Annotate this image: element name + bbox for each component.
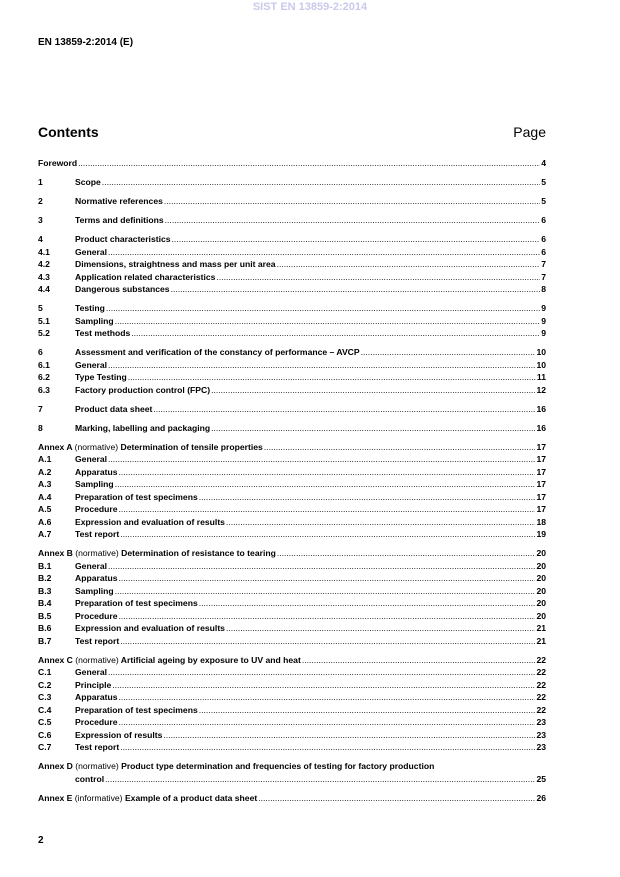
toc-entry-page: 17 <box>536 441 546 452</box>
dot-leader <box>226 622 535 635</box>
toc-entry-title: Normative references <box>75 196 163 206</box>
dot-leader <box>165 214 541 227</box>
toc-entry[interactable] <box>38 384 546 397</box>
dot-leader <box>199 597 536 610</box>
toc-entry-number: 4.3 <box>38 271 50 282</box>
toc-entry[interactable] <box>38 233 546 246</box>
toc-entry-title: General <box>75 359 108 370</box>
toc-entry[interactable] <box>38 271 546 284</box>
toc-entry-number: 5.2 <box>38 328 50 338</box>
toc-entry-number: B.2 <box>38 573 52 583</box>
toc-entry-qualifier: (normative) <box>74 441 119 452</box>
toc-entry-number: Annex B <box>38 548 73 558</box>
toc-entry-title: Test report <box>75 529 120 539</box>
toc-group <box>38 233 546 296</box>
toc-entry-title: Assessment and verification of the constancy of performance – AVCP <box>75 347 360 357</box>
toc-entry-number: 8 <box>38 422 43 433</box>
toc-entry-page: 23 <box>536 717 546 727</box>
dot-leader <box>115 478 536 491</box>
toc-group <box>38 403 546 416</box>
toc-entry-title: Sampling <box>75 585 114 596</box>
toc-entry-title: Procedure <box>75 504 118 514</box>
dot-leader <box>115 585 536 598</box>
toc-entry-title: Expression and evaluation of results <box>75 623 225 633</box>
toc-entry-heading <box>38 654 301 667</box>
toc-entry-title: Sampling <box>75 479 114 489</box>
toc-entry-number: C.3 <box>38 692 52 702</box>
toc-entry[interactable] <box>38 729 546 742</box>
toc-entry[interactable] <box>38 327 546 340</box>
table-of-contents <box>38 157 546 811</box>
toc-entry-number: C.5 <box>38 717 52 727</box>
toc-entry-number: A.1 <box>38 454 52 464</box>
toc-entry[interactable] <box>38 302 546 315</box>
toc-entry[interactable] <box>38 441 546 454</box>
document-header: EN 13859-2:2014 (E) <box>38 37 134 48</box>
toc-entry-page: 10 <box>536 359 546 370</box>
toc-entry[interactable] <box>38 622 546 635</box>
toc-entry-page: 19 <box>536 529 546 539</box>
toc-entry-number: A.2 <box>38 466 52 477</box>
toc-entry-title: Apparatus <box>75 573 118 583</box>
toc-entry-page: 11 <box>536 372 546 382</box>
toc-entry-title: Marking, labelling and packaging <box>75 422 211 433</box>
toc-entry-number: C.4 <box>38 704 52 715</box>
toc-entry-number: Annex D <box>38 761 73 771</box>
toc-entry-page: 9 <box>541 315 546 326</box>
dot-leader <box>258 792 535 805</box>
toc-entry-number: A.6 <box>38 516 52 527</box>
toc-entry-heading <box>38 441 263 454</box>
toc-entry-title: Sampling <box>75 315 114 326</box>
toc-entry-number: B.3 <box>38 585 52 596</box>
toc-entry[interactable] <box>38 346 546 359</box>
page-column-label: Page <box>513 124 546 140</box>
dot-leader <box>120 741 535 754</box>
toc-entry-page: 10 <box>536 347 546 357</box>
toc-entry-title: General <box>75 667 108 677</box>
toc-entry-number: Annex A <box>38 441 73 452</box>
toc-entry[interactable] <box>38 157 546 170</box>
dot-leader <box>108 246 540 259</box>
toc-entry-title: Test report <box>75 742 120 752</box>
dot-leader <box>171 283 541 296</box>
toc-entry-title: General <box>75 246 108 257</box>
toc-entry-title-continued: control <box>75 773 105 784</box>
toc-entry-qualifier: (informative) <box>74 792 123 803</box>
toc-entry[interactable] <box>38 422 546 435</box>
toc-entry[interactable] <box>38 610 546 623</box>
dot-leader <box>108 359 535 372</box>
toc-entry-title: General <box>75 560 108 571</box>
toc-entry-number: 5.1 <box>38 315 50 326</box>
toc-entry-number: C.2 <box>38 679 52 690</box>
toc-entry[interactable] <box>38 597 546 610</box>
toc-entry-page: 21 <box>536 635 546 646</box>
toc-entry-title: Product data sheet <box>75 403 153 414</box>
toc-entry-page: 17 <box>536 479 546 489</box>
toc-entry-page: 20 <box>536 585 546 596</box>
dot-leader <box>277 547 536 560</box>
dot-leader <box>131 327 540 340</box>
toc-entry-number: B.1 <box>38 560 52 571</box>
toc-group <box>38 302 546 340</box>
toc-entry-page: 22 <box>536 654 546 665</box>
toc-entry[interactable] <box>38 560 546 573</box>
toc-entry[interactable] <box>38 246 546 259</box>
toc-entry[interactable] <box>38 654 546 667</box>
page-number: 2 <box>38 835 44 846</box>
dot-leader <box>112 679 535 692</box>
dot-leader <box>115 315 541 328</box>
toc-entry-page: 22 <box>536 704 546 715</box>
dot-leader <box>264 441 536 454</box>
dot-leader <box>78 157 540 170</box>
dot-leader <box>277 258 541 271</box>
toc-entry-number: 6 <box>38 347 43 357</box>
toc-entry[interactable] <box>38 704 546 717</box>
toc-entry-page: 6 <box>541 246 546 257</box>
toc-entry-title: Testing <box>75 303 105 313</box>
toc-entry-number: 4 <box>38 234 43 244</box>
watermark: SIST EN 13859-2:2014 <box>252 1 368 13</box>
toc-entry-page: 20 <box>536 560 546 571</box>
toc-entry-title: Example of a product data sheet <box>124 792 258 803</box>
toc-entry[interactable] <box>38 491 546 504</box>
toc-entry-title: General <box>75 454 108 464</box>
toc-entry-qualifier: (normative) <box>75 548 119 558</box>
toc-entry[interactable] <box>38 547 546 560</box>
toc-entry-number: 2 <box>38 196 43 206</box>
toc-entry-page: 20 <box>536 548 546 558</box>
toc-entry[interactable] <box>38 585 546 598</box>
toc-entry[interactable] <box>38 453 546 466</box>
toc-group <box>38 214 546 227</box>
toc-group <box>38 760 546 785</box>
toc-entry-continuation[interactable] <box>38 773 546 786</box>
toc-entry-page: 18 <box>536 516 546 527</box>
toc-entry-page: 25 <box>536 773 546 784</box>
dot-leader <box>108 666 535 679</box>
dot-leader <box>105 773 535 786</box>
dot-leader <box>211 384 535 397</box>
toc-entry-number: 3 <box>38 215 43 225</box>
toc-entry-heading <box>38 547 276 560</box>
toc-entry[interactable] <box>38 371 546 384</box>
toc-entry[interactable] <box>38 478 546 491</box>
toc-entry[interactable] <box>38 283 546 296</box>
toc-entry[interactable] <box>38 635 546 648</box>
toc-entry-title: Product type determination and frequencies of testing for factory production <box>121 761 435 771</box>
toc-entry[interactable] <box>38 716 546 729</box>
toc-entry-title: Preparation of test specimens <box>75 704 198 715</box>
toc-entry-page: 22 <box>536 667 546 677</box>
dot-leader <box>102 176 540 189</box>
toc-entry-number: 1 <box>38 177 43 187</box>
dot-leader <box>108 560 535 573</box>
toc-entry-number: Annex E <box>38 792 73 803</box>
toc-entry-number: B.4 <box>38 598 52 608</box>
dot-leader <box>361 346 536 359</box>
toc-entry-number: 4.4 <box>38 284 50 294</box>
toc-entry[interactable] <box>38 503 546 516</box>
toc-entry-number: C.7 <box>38 742 52 752</box>
toc-entry-qualifier: (normative) <box>75 654 119 665</box>
toc-entry[interactable] <box>38 741 546 754</box>
toc-entry-page: 16 <box>536 403 546 414</box>
dot-leader <box>119 610 536 623</box>
dot-leader <box>120 528 535 541</box>
toc-entry[interactable] <box>38 666 546 679</box>
toc-entry-title: Product characteristics <box>75 234 171 244</box>
toc-entry[interactable] <box>38 516 546 529</box>
dot-leader <box>302 654 536 667</box>
toc-entry-heading <box>38 792 257 805</box>
dot-leader <box>153 403 535 416</box>
toc-entry-number: 6.2 <box>38 372 50 382</box>
toc-entry-number: C.1 <box>38 667 52 677</box>
toc-entry-page: 4 <box>541 158 546 168</box>
toc-entry-title: Preparation of test specimens <box>75 491 198 502</box>
toc-entry-title: Preparation of test specimens <box>75 598 198 608</box>
toc-entry-number: A.5 <box>38 504 52 514</box>
toc-group <box>38 157 546 170</box>
toc-entry-title: Determination of resistance to tearing <box>121 548 276 558</box>
toc-group <box>38 792 546 805</box>
dot-leader <box>172 233 541 246</box>
toc-entry-title: Dimensions, straightness and mass per unit area <box>75 259 276 269</box>
toc-entry-title: Determination of tensile properties <box>120 441 263 452</box>
toc-group <box>38 441 546 541</box>
toc-entry[interactable] <box>38 315 546 328</box>
dot-leader <box>119 716 536 729</box>
toc-entry[interactable] <box>38 258 546 271</box>
contents-heading: Contents <box>38 124 99 140</box>
toc-entry[interactable] <box>38 359 546 372</box>
dot-leader <box>119 691 536 704</box>
dot-leader <box>119 466 536 479</box>
toc-entry-title: Expression and evaluation of results <box>75 516 225 527</box>
toc-entry-page: 20 <box>536 610 546 621</box>
toc-entry-title: Application related characteristics <box>75 271 216 282</box>
toc-entry-title: Test methods <box>75 328 131 338</box>
toc-entry-page: 17 <box>536 466 546 477</box>
toc-entry-page: 5 <box>541 177 546 187</box>
toc-entry[interactable] <box>38 403 546 416</box>
toc-entry-page: 23 <box>536 742 546 752</box>
toc-entry-number: B.5 <box>38 610 52 621</box>
toc-entry-page: 26 <box>536 792 546 803</box>
toc-entry-number: A.3 <box>38 479 52 489</box>
toc-entry-page: 8 <box>541 284 546 294</box>
toc-entry-number: 4.2 <box>38 259 50 269</box>
toc-entry-number: A.4 <box>38 491 52 502</box>
toc-entry-number: 4.1 <box>38 246 50 257</box>
toc-entry[interactable] <box>38 528 546 541</box>
toc-group <box>38 547 546 647</box>
toc-entry-heading <box>38 760 434 773</box>
toc-group <box>38 422 546 435</box>
toc-entry[interactable] <box>38 176 546 189</box>
toc-entry-title: Artificial ageing by exposure to UV and heat <box>120 654 301 665</box>
dot-leader <box>106 302 540 315</box>
toc-entry-page: 20 <box>536 573 546 583</box>
toc-entry-page: 6 <box>541 234 546 244</box>
toc-entry-page: 9 <box>541 303 546 313</box>
dot-leader <box>108 453 535 466</box>
dot-leader <box>119 503 536 516</box>
toc-entry-page: 22 <box>536 692 546 702</box>
toc-entry-page: 5 <box>541 196 546 206</box>
toc-entry[interactable] <box>38 466 546 479</box>
toc-entry-title: Scope <box>75 177 101 187</box>
toc-entry-title: Principle <box>75 679 112 690</box>
toc-entry-page: 23 <box>536 729 546 740</box>
toc-entry-number: 7 <box>38 403 43 414</box>
toc-entry-title: Apparatus <box>75 466 118 477</box>
toc-entry-title: Dangerous substances <box>75 284 170 294</box>
toc-entry-page: 12 <box>536 384 546 395</box>
toc-entry-heading <box>38 157 77 170</box>
toc-entry-page: 22 <box>536 679 546 690</box>
toc-entry[interactable] <box>38 214 546 227</box>
toc-group <box>38 176 546 189</box>
dot-leader <box>216 271 540 284</box>
dot-leader <box>128 371 536 384</box>
toc-entry-number: Foreword <box>38 158 78 168</box>
toc-entry-number: Annex C <box>38 654 73 665</box>
toc-entry-page: 20 <box>536 598 546 608</box>
dot-leader <box>211 422 535 435</box>
toc-entry-number: B.6 <box>38 623 52 633</box>
toc-entry-page: 17 <box>536 491 546 502</box>
toc-entry[interactable] <box>38 792 546 805</box>
toc-group <box>38 195 546 208</box>
toc-group <box>38 346 546 396</box>
toc-entry-number: B.7 <box>38 635 52 646</box>
toc-group <box>38 654 546 754</box>
toc-entry-page: 17 <box>536 504 546 514</box>
toc-entry-page: 7 <box>541 271 546 282</box>
dot-leader <box>226 516 535 529</box>
toc-entry-title: Expression of results <box>75 729 163 740</box>
toc-entry-number: 5 <box>38 303 43 313</box>
dot-leader <box>163 729 535 742</box>
toc-entry-page: 9 <box>541 328 546 338</box>
toc-entry-title: Terms and definitions <box>75 215 164 225</box>
toc-entry-page: 6 <box>541 215 546 225</box>
toc-entry-page: 16 <box>536 422 546 433</box>
toc-entry[interactable] <box>38 195 546 208</box>
toc-entry-number: 6.3 <box>38 384 50 395</box>
toc-entry[interactable] <box>38 679 546 692</box>
toc-entry-number: A.7 <box>38 529 52 539</box>
dot-leader <box>164 195 540 208</box>
toc-entry-number: C.6 <box>38 729 52 740</box>
toc-entry[interactable] <box>38 760 546 773</box>
toc-entry-qualifier: (normative) <box>75 761 119 771</box>
toc-entry[interactable] <box>38 572 546 585</box>
toc-entry-page: 7 <box>541 259 546 269</box>
dot-leader <box>119 572 536 585</box>
toc-entry-title: Apparatus <box>75 692 118 702</box>
dot-leader <box>120 635 535 648</box>
toc-entry-title: Factory production control (FPC) <box>75 384 211 395</box>
toc-entry-number: 6.1 <box>38 359 50 370</box>
dot-leader <box>199 704 536 717</box>
toc-entry-page: 21 <box>536 623 546 633</box>
toc-entry-title: Test report <box>75 635 120 646</box>
toc-entry[interactable] <box>38 691 546 704</box>
toc-entry-page: 17 <box>536 454 546 464</box>
toc-entry-title: Type Testing <box>75 372 127 382</box>
toc-entry-title: Procedure <box>75 717 118 727</box>
dot-leader <box>199 491 536 504</box>
toc-entry-title: Procedure <box>75 610 118 621</box>
